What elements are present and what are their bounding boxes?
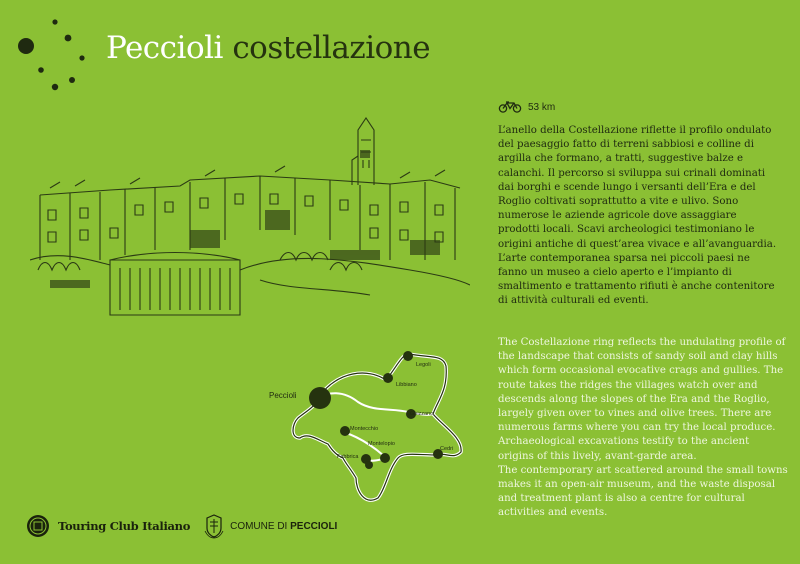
touring-club-name: Touring Club Italiano [58, 519, 191, 533]
map-label-cedri: Cedri [440, 446, 454, 452]
map-node-legoli [403, 351, 413, 361]
distance-label: 53 km [528, 101, 556, 113]
map-node-libbiano [383, 373, 393, 383]
map-node-peccioli [309, 387, 331, 409]
map-label-montecchio: Montecchio [350, 426, 379, 432]
map-node-montecchio [340, 426, 350, 436]
english-paragraph-2: The contemporary art scattered around the small towns makes it an open-air museum, and the waste disposal and treatment plant is also a centre for cultural activities and events. [498, 464, 788, 519]
english-description [498, 336, 788, 521]
title-peccioli: Peccioli [106, 30, 223, 66]
footer-logos [26, 513, 337, 539]
map-node-montelopio-b [380, 453, 390, 463]
bicycle-icon [498, 101, 522, 113]
comune-crest-icon [204, 513, 224, 539]
map-label-montelopio: Montelopio [368, 441, 395, 447]
map-node-fabbrica [365, 461, 373, 469]
comune-town: PECCIOLI [290, 520, 338, 532]
village-sketch-illustration [30, 110, 470, 340]
english-paragraph-1: The Costellazione ring reflects the undulating profile of the landscape that consists of sandy soil and clay hills which form occasional evocative crags and gullies. The route takes the ridges the villages watch over and descends along the slopes of the Era and the Roglio, largely given over to vines and olive trees. There are numerous farms where you can try the local produce. Archaeological excavations testify to the ancient origins of this lively, avant-garde area. [498, 337, 786, 462]
comune-prefix: COMUNE DI [230, 520, 288, 532]
italian-description: L’anello della Costellazione riflette il profilo ondulato del paesaggio fatto di terreni sabbiosi e colline di argilla che formano, a tratti, suggestive balze e calanchi. Il percorso si sviluppa sui crinali dominati dai borghi e scende lungo i versanti dell’Era e del Roglio coltivati soprattutto a vite e ulivo. Sono numerose le aziende agricole dove assaggiare prodotti locali. Scavi archeologici testimoniano le origini antiche di quest’area vivace e all’avanguardia. L’arte contemporanea sparsa nei piccoli paesi ne fanno un museo a cielo aperto e l’impianto di smaltimento e trattamento rifiuti è anche contenitore di attività culturali ed eventi. [498, 125, 777, 307]
map-label-legoli: Legoli [416, 362, 431, 368]
constellation-dots-icon [0, 0, 100, 100]
map-label-peccioli: Peccioli [269, 391, 297, 400]
comune-name [230, 521, 337, 532]
page-title [106, 30, 430, 66]
touring-club-logo-icon [26, 514, 50, 538]
title-costellazione: costellazione [232, 30, 431, 66]
map-label-ghizzano: Ghizzano [410, 411, 434, 417]
map-label-fabbrica: Fabbrica [337, 454, 359, 460]
route-distance [498, 101, 555, 113]
map-label-libbiano: Libbiano [396, 382, 417, 388]
